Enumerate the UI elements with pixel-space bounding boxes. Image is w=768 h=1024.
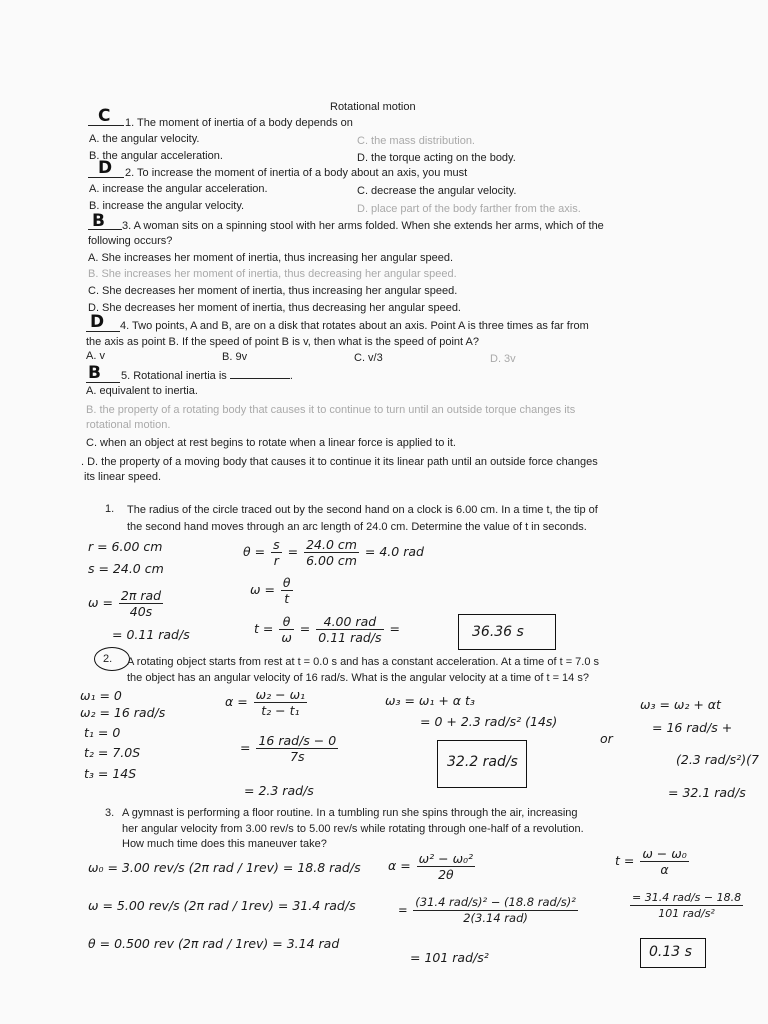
- answer-blank-line: [86, 331, 120, 332]
- fill-in-blank: [230, 368, 290, 379]
- q4-option-c: C. v/3: [354, 352, 383, 364]
- work3-alpha-fraction: [417, 851, 475, 882]
- work1-omega-lhs: ω =: [88, 595, 113, 610]
- q5-option-d: . D. the property of a moving body that causes it to continue it its linear path until an outside force changes: [81, 456, 598, 468]
- work3-alpha-eq: =: [398, 903, 408, 917]
- work2-alpha-result: = 2.3 rad/s: [244, 783, 314, 798]
- question-3-stem-cont: following occurs?: [88, 235, 173, 247]
- work1-omega-result: = 0.11 rad/s: [112, 627, 190, 642]
- answer-q2: D: [98, 158, 113, 178]
- work1-omega2: [250, 575, 295, 606]
- q2-option-b: B. increase the angular velocity.: [89, 200, 245, 212]
- problem-3-line3: How much time does this maneuver take?: [122, 838, 327, 850]
- work1-theta-result: = 4.0 rad: [364, 544, 424, 559]
- work3-alpha-num2: (31.4 rad/s)² − (18.8 rad/s)²: [415, 895, 576, 909]
- page-title: Rotational motion: [330, 101, 416, 113]
- work1-arc-length: s = 24.0 cm: [88, 561, 164, 576]
- work1-time-fraction2: [316, 614, 383, 645]
- work2-alpha-den2: 7s: [290, 749, 305, 764]
- problem-1-line2: the second hand moves through an arc length of 24.0 cm. Determine the value of t in seconds.: [127, 521, 587, 533]
- q4-option-a: A. v: [86, 350, 105, 362]
- work2-alpha-fraction: [254, 687, 307, 718]
- question-5-stem: 5. Rotational inertia is .: [121, 370, 293, 382]
- work1-theta-eq: =: [287, 544, 299, 559]
- problem-2-line1: A rotating object starts from rest at t = 0.0 s and has a constant acceleration. At a time of t = 7.0 s: [127, 656, 600, 668]
- work2-omega3: ω₃ = ω₁ + α t₃: [385, 693, 475, 708]
- work1-time-den2: 0.11 rad/s: [318, 630, 382, 645]
- work2-alpha-eq: =: [240, 740, 251, 755]
- work1-theta-num2: 24.0 cm: [306, 537, 357, 552]
- work2-given-4: t₂ = 7.0S: [84, 745, 141, 760]
- problem-1-number: 1.: [105, 503, 115, 515]
- work1-omega-fraction: [119, 588, 163, 619]
- work1-time: [254, 614, 400, 645]
- q4-option-d: D. 3v: [490, 353, 516, 365]
- q1-option-d: D. the torque acting on the body.: [357, 152, 516, 164]
- q4-option-b: B. 9v: [222, 351, 248, 363]
- work1-theta-den: r: [273, 553, 279, 568]
- work3-alpha-num: ω² − ω₀²: [418, 851, 474, 866]
- q1-option-c: C. the mass distribution.: [357, 135, 475, 147]
- work1-theta-num: s: [273, 537, 280, 552]
- work1-theta-lhs: θ =: [243, 544, 266, 559]
- work3-time-den2: 101 rad/s²: [658, 907, 715, 920]
- answer-q5: B: [88, 363, 101, 383]
- work1-theta-fraction2: [304, 537, 359, 568]
- problem-2-line2: the object has an angular velocity of 16 rad/s. What is the angular velocity at a time of t = 14 s?: [127, 672, 589, 684]
- work3-time-fraction2: [630, 890, 743, 921]
- q1-option-b: B. the angular acceleration.: [89, 150, 223, 162]
- answer-blank-line: [86, 382, 120, 383]
- work2-alpha-den: t₂ − t₁: [261, 703, 300, 718]
- work1-answer: 36.36 s: [472, 624, 524, 640]
- work2-answer: 32.2 rad/s: [447, 754, 518, 770]
- work1-time-den: ω: [281, 630, 292, 645]
- work2-given-1: ω₁ = 0: [80, 688, 122, 703]
- work3-answer: 0.13 s: [649, 944, 692, 960]
- work3-alpha-den: 2θ: [438, 867, 454, 882]
- work3-alpha-result: = 101 rad/s²: [410, 950, 489, 965]
- problem-3-line2: her angular velocity from 3.00 rev/s to 5.00 rev/s while rotating through one-half of a revolution.: [122, 823, 584, 835]
- answer-q1: C: [98, 106, 111, 126]
- q2-option-a: A. increase the angular acceleration.: [89, 183, 268, 195]
- question-1-stem: 1. The moment of inertia of a body depends on: [125, 117, 353, 129]
- answer-q4: D: [90, 312, 105, 332]
- work1-theta-fraction: [271, 537, 282, 568]
- work3-theta: θ = 0.500 rev (2π rad / 1rev) = 3.14 rad: [88, 936, 340, 951]
- question-2-stem: 2. To increase the moment of inertia of a body about an axis, you must: [125, 167, 468, 179]
- work1-time-num2: 4.00 rad: [316, 614, 383, 630]
- work1-time-eq: =: [299, 621, 311, 636]
- question-4-stem-cont: the axis as point B. If the speed of point B is v, then what is the speed of point A?: [86, 336, 479, 348]
- q5-option-b-cont: rotational motion.: [86, 419, 171, 431]
- work3-omega0: ω₀ = 3.00 rev/s (2π rad / 1rev) = 18.8 rad/s: [88, 860, 361, 875]
- work1-omega2-lhs: ω =: [250, 582, 275, 597]
- work1-omega: [88, 588, 165, 619]
- work2-alt-4: = 32.1 rad/s: [668, 785, 746, 800]
- work2-or: or: [600, 731, 613, 746]
- q2-option-d: D. place part of the body farther from the axis.: [357, 203, 581, 215]
- question-5-stem-text: 5. Rotational inertia is: [121, 370, 227, 382]
- work2-given-5: t₃ = 14S: [84, 766, 137, 781]
- work1-radius: r = 6.00 cm: [88, 539, 163, 554]
- problem-3-line1: A gymnast is performing a floor routine. In a tumbling run she spins through the air, increasing: [122, 807, 578, 819]
- q1-option-a: A. the angular velocity.: [89, 133, 200, 145]
- work2-given-2: ω₂ = 16 rad/s: [80, 705, 166, 720]
- work3-omega: ω = 5.00 rev/s (2π rad / 1rev) = 31.4 rad/s: [88, 898, 356, 913]
- question-4-stem: 4. Two points, A and B, are on a disk that rotates about an axis. Point A is three times as far from: [120, 320, 589, 332]
- work1-time-num: θ: [279, 614, 293, 630]
- work1-omega-num: 2π rad: [120, 588, 162, 603]
- work1-omega2-den: t: [284, 591, 290, 606]
- work3-time: [615, 846, 691, 877]
- work3-time-num2: = 31.4 rad/s − 18.8: [632, 891, 742, 904]
- work3-time-num: ω − ω₀: [642, 846, 687, 861]
- work1-omega2-fraction: [281, 575, 293, 606]
- problem-3-number: 3.: [105, 807, 115, 819]
- work2-alt-1: ω₃ = ω₂ + αt: [640, 697, 721, 712]
- work2-alpha-sub: [240, 733, 340, 764]
- work1-theta: [243, 537, 424, 568]
- work2-alpha-num: ω₂ − ω₁: [255, 687, 306, 702]
- q5-option-a: A. equivalent to inertia.: [86, 385, 198, 397]
- work2-alpha: [225, 687, 309, 718]
- work1-time-fraction: [279, 614, 293, 645]
- q3-option-b: B. She increases her moment of inertia, thus decreasing her angular speed.: [88, 268, 457, 280]
- problem-2-number: 2.: [103, 653, 113, 665]
- answer-blank-line: [88, 177, 124, 178]
- work1-time-lhs: t =: [254, 621, 274, 636]
- work2-given-3: t₁ = 0: [84, 725, 121, 740]
- work3-alpha-den2: 2(3.14 rad): [463, 911, 528, 925]
- answer-q3: B: [92, 211, 105, 231]
- work3-time-lhs: t =: [615, 853, 635, 868]
- work2-alpha-lhs: α =: [225, 694, 248, 709]
- question-3-stem: 3. A woman sits on a spinning stool with her arms folded. When she extends her arms, which of the: [122, 220, 604, 232]
- q3-option-d: D. She decreases her moment of inertia, thus decreasing her angular speed.: [88, 302, 461, 314]
- work2-alpha-num2: 16 rad/s − 0: [258, 733, 337, 748]
- work1-omega2-num: θ: [282, 575, 291, 590]
- work2-alpha-fraction2: [256, 733, 338, 764]
- answer-blank-line: [88, 125, 124, 126]
- work3-alpha: [388, 851, 477, 882]
- q5-option-c: C. when an object at rest begins to rotate when a linear force is applied to it.: [86, 437, 456, 449]
- answer-blank-line: [88, 229, 122, 230]
- work3-time-den: α: [660, 862, 669, 877]
- work3-alpha-lhs: α =: [388, 858, 411, 873]
- work2-alt-2: = 16 rad/s +: [652, 720, 733, 735]
- q3-option-a: A. She increases her moment of inertia, thus increasing her angular speed.: [88, 252, 454, 264]
- q5-option-d-cont: its linear speed.: [84, 471, 162, 483]
- work2-alt-3: (2.3 rad/s²)(7: [676, 752, 759, 767]
- q2-option-c: C. decrease the angular velocity.: [357, 185, 517, 197]
- work1-time-eq2: =: [389, 621, 400, 636]
- work3-alpha-fraction2: [413, 895, 578, 926]
- problem-1-line1: The radius of the circle traced out by the second hand on a clock is 6.00 cm. In a time t, the tip of: [127, 504, 598, 516]
- work1-omega-den: 40s: [129, 604, 153, 619]
- work3-time-sub: [628, 890, 745, 921]
- work1-theta-den2: 6.00 cm: [306, 553, 357, 568]
- work3-time-fraction: [640, 846, 688, 877]
- q3-option-c: C. She decreases her moment of inertia, thus increasing her angular speed.: [88, 285, 458, 297]
- work3-alpha-sub: [398, 895, 580, 926]
- q5-option-b: B. the property of a rotating body that causes it to continue to turn until an outside torque changes its: [86, 404, 576, 416]
- work2-omega3-sub: = 0 + 2.3 rad/s² (14s): [420, 714, 558, 729]
